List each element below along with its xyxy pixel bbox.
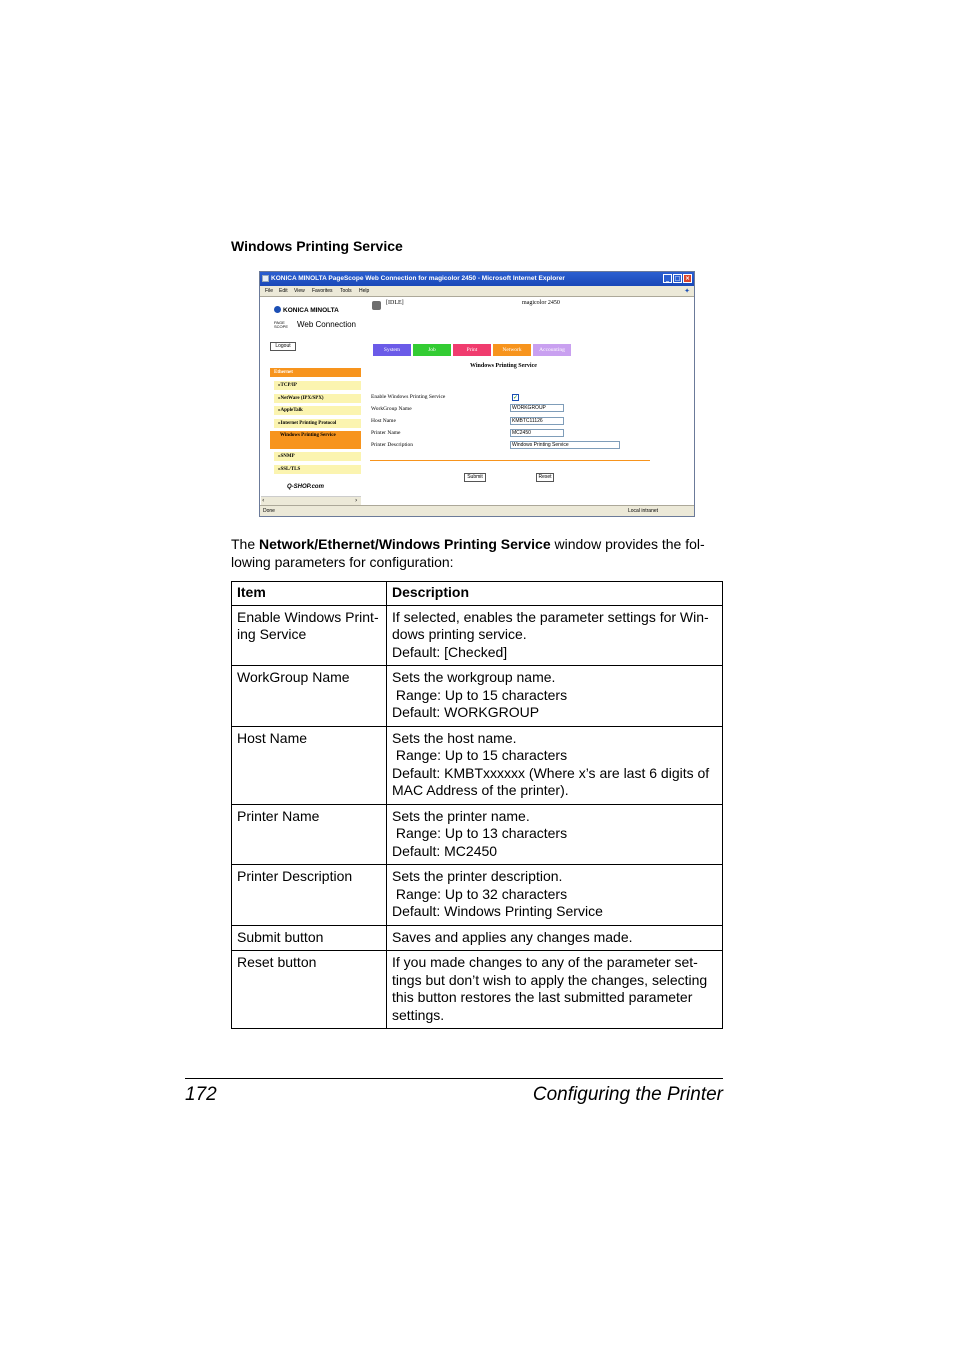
tab-accounting[interactable]: Accounting [533, 344, 571, 356]
workgroup-label: WorkGroup Name [371, 406, 412, 412]
intro-path: Network/Ethernet/Windows Printing Service [259, 536, 551, 552]
description-text: dows printing service. [392, 626, 527, 642]
web-connection-logo [274, 320, 356, 329]
menu-file[interactable]: File [265, 288, 274, 294]
table-row [232, 804, 723, 865]
intro-text-line2: lowing parameters for configuration: [231, 554, 454, 570]
description-cell [387, 925, 723, 951]
form-title: Windows Printing Service [470, 363, 537, 369]
menu-favorites[interactable]: Favorites [312, 288, 333, 294]
menu-tools[interactable]: Tools [340, 288, 352, 294]
table-row [232, 951, 723, 1029]
item-cell [232, 925, 387, 951]
scroll-right-icon[interactable]: › [355, 497, 358, 504]
table-row [232, 865, 723, 926]
tab-network[interactable]: Network [493, 344, 531, 356]
description-text: Range: Up to 15 characters [392, 747, 568, 763]
globe-logo-icon [274, 306, 281, 313]
tab-print[interactable]: Print [453, 344, 491, 356]
table-header-row [232, 582, 723, 606]
close-button[interactable]: × [684, 275, 691, 282]
window-title: KONICA MINOLTA PageScope Web Connection for magicolor 2450 - Microsoft Internet Explorer [271, 275, 565, 282]
description-text: Default: [Checked] [392, 643, 508, 660]
description-text: tings but don’t wish to apply the changes, selecting [392, 971, 708, 988]
description-text: If selected, enables the parameter settings for Win- [392, 608, 709, 625]
item-cell [232, 726, 387, 804]
windows-flag-icon: ✦ [684, 288, 690, 295]
konica-minolta-logo [274, 306, 339, 314]
item-text: WorkGroup Name [237, 669, 350, 685]
description-text: Range: Up to 15 characters [392, 686, 568, 703]
logout-button[interactable]: Logout [270, 342, 296, 351]
host-name-label: Host Name [371, 418, 396, 424]
maximize-button[interactable]: □ [674, 275, 681, 282]
minimize-button[interactable]: _ [663, 274, 672, 283]
item-cell [232, 666, 387, 727]
sidebar-item-ssltls[interactable]: »SSL/TLS [274, 465, 361, 474]
description-cell [387, 666, 723, 727]
submit-button[interactable]: Submit [464, 473, 486, 482]
header-description: Description [387, 582, 723, 606]
description-text: Saves and applies any changes made. [392, 928, 633, 945]
printer-model: magicolor 2450 [522, 300, 560, 306]
scroll-left-icon[interactable]: ‹ [262, 497, 265, 504]
description-text: Default: Windows Printing Service [392, 903, 603, 919]
product-name: Web Connection [297, 320, 356, 329]
browser-screenshot [259, 271, 695, 517]
host-name-input[interactable]: KMBTC11126 [510, 417, 564, 425]
menu-edit[interactable]: Edit [279, 288, 288, 294]
workgroup-input[interactable]: WORKGROUP [510, 404, 564, 412]
description-text: Range: Up to 13 characters [392, 825, 568, 841]
header-item: Item [232, 582, 387, 606]
table-row [232, 726, 723, 804]
description-cell [387, 605, 723, 666]
pagescope-mark: PAGE SCOPE [274, 319, 289, 329]
menu-help[interactable]: Help [359, 288, 370, 294]
menu-view[interactable]: View [294, 288, 305, 294]
item-cell [232, 865, 387, 926]
reset-button[interactable]: Reset [536, 473, 554, 482]
table-row [232, 925, 723, 951]
item-text: Printer Name [237, 807, 320, 824]
qshop-logo[interactable]: Q-SHOP.com [287, 484, 324, 490]
menu-bar [260, 286, 694, 297]
description-text: If you made changes to any of the parameter set- [392, 954, 698, 970]
table-row [232, 605, 723, 666]
footer-rule [185, 1078, 723, 1079]
item-text: Submit button [237, 928, 324, 945]
sidebar-item-snmp[interactable]: »SNMP [274, 452, 361, 461]
description-text: Sets the printer name. [392, 807, 530, 824]
brand-name: KONICA MINOLTA [283, 307, 339, 314]
description-cell [387, 951, 723, 1029]
printer-status-icon [372, 301, 381, 310]
ie-app-icon [262, 275, 269, 282]
form-divider [370, 460, 650, 461]
item-text: Reset button [237, 954, 317, 970]
page-number: 172 [185, 1084, 217, 1105]
parameters-table [231, 581, 723, 1029]
section-heading: Windows Printing Service [231, 238, 403, 254]
description-text: Default: MC2450 [392, 842, 498, 859]
description-cell [387, 726, 723, 804]
description-cell [387, 804, 723, 865]
intro-text-before: The [231, 536, 260, 552]
sidebar-item-appletalk[interactable]: »AppleTalk [274, 406, 361, 415]
description-text: Sets the printer description. [392, 868, 563, 884]
sidebar-header-ethernet[interactable]: Ethernet [270, 368, 361, 377]
printer-name-input[interactable]: MC2450 [510, 429, 564, 437]
window-titlebar [260, 272, 694, 286]
description-text: MAC Address of the printer). [392, 782, 569, 798]
item-cell [232, 951, 387, 1029]
intro-paragraph [231, 535, 723, 571]
item-cell [232, 804, 387, 865]
table-row [232, 666, 723, 727]
printer-status: [IDLE] [386, 300, 404, 306]
sidebar-item-ipp[interactable]: »Internet Printing Protocol [274, 419, 361, 428]
printer-name-label: Printer Name [371, 430, 401, 436]
description-text: Range: Up to 32 characters [392, 885, 568, 902]
item-text: ing Service [237, 626, 307, 642]
description-cell [387, 865, 723, 926]
item-cell [232, 605, 387, 666]
description-text: Default: KMBTxxxxxx (Where x’s are last 6 digits of [392, 764, 710, 781]
description-text: settings. [392, 1006, 445, 1023]
sidebar-item-netware[interactable]: »NetWare (IPX/SPX) [274, 394, 361, 403]
item-text: Enable Windows Print- [237, 608, 379, 625]
sidebar-item-tcpip[interactable]: »TCP/IP [274, 381, 361, 390]
enable-wps-checkbox[interactable]: ✓ [513, 394, 519, 401]
description-text: Sets the host name. [392, 729, 517, 746]
description-text: Default: WORKGROUP [392, 704, 540, 720]
horizontal-scrollbar[interactable] [261, 496, 361, 505]
sidebar-item-windows-printing[interactable]: Windows Printing Service [270, 431, 361, 449]
intro-text-after: window provides the fol- [550, 536, 705, 552]
zone-indicator: Local intranet [628, 508, 659, 514]
item-text: Host Name [237, 729, 308, 746]
description-text: Sets the workgroup name. [392, 669, 556, 685]
tab-job[interactable]: Job [413, 344, 451, 356]
enable-wps-label: Enable Windows Printing Service [371, 394, 446, 400]
item-text: Printer Description [237, 868, 353, 884]
description-text: this button restores the last submitted parameter [392, 989, 693, 1005]
printer-description-input[interactable]: Windows Printing Service [510, 441, 620, 449]
status-bar [260, 505, 694, 517]
tab-system[interactable]: System [373, 344, 411, 356]
chapter-title: Configuring the Printer [532, 1084, 723, 1105]
status-done: Done [263, 508, 275, 514]
printer-description-label: Printer Description [371, 442, 414, 448]
